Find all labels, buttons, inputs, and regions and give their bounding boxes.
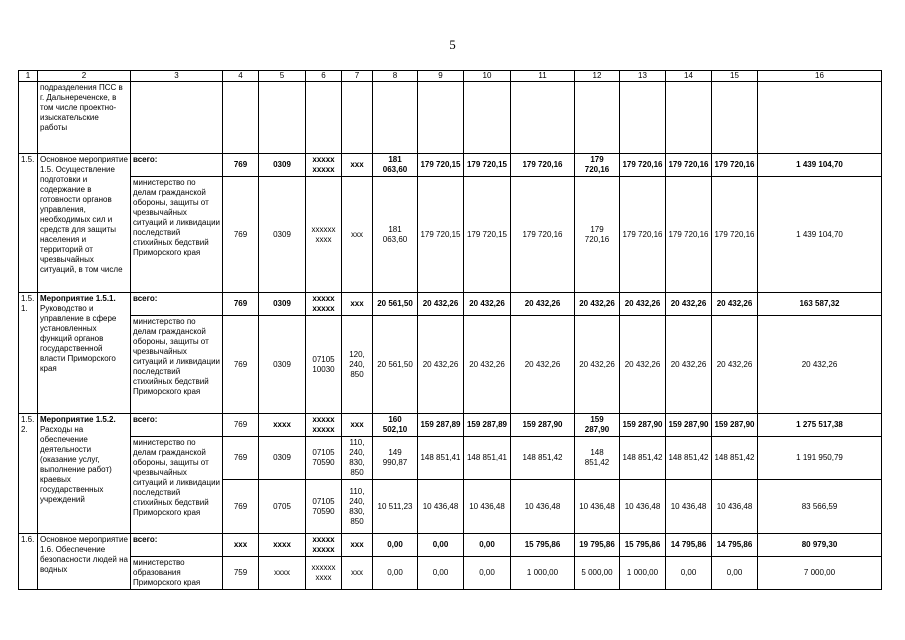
total-label: всего: — [131, 293, 223, 316]
row-number: 1.5. 1. — [19, 293, 38, 414]
header-cell: 11 — [511, 71, 575, 82]
ministry-label: министерство по делам гражданской обороны, защиты от чрезвычайных ситуаций и ликвидации последствий стихийных бедствий Приморского края — [131, 316, 223, 414]
ministry-label: министерство образования Приморского края — [131, 557, 223, 590]
row-name-bold: Мероприятие 1.5.2. — [40, 415, 116, 424]
header-cell: 1 — [19, 71, 38, 82]
header-row — [19, 71, 882, 82]
header-cell: 12 — [575, 71, 620, 82]
row-name: подразделения ПСС в г. Дальнереченске, в том числе проектно-изыскательские работы — [38, 82, 131, 154]
row-number: 1.5. — [19, 154, 38, 293]
header-cell: 6 — [306, 71, 342, 82]
header-cell: 7 — [342, 71, 373, 82]
table-row: 1.5. 2. Мероприятие 1.5.2. Расходы на обеспечение деятельности (оказание услуг, выполнение работ) краевых государственных учреждений всего: 769 хххх ххххх ххххх ххх 160 502,10 159 287,89 159 287,89 159 287,90 159 287,90 159 287,90 159 287,90 159 287,90 1 275 517,38 — [19, 414, 882, 437]
header-cell: 16 — [758, 71, 882, 82]
row-name — [38, 414, 131, 534]
header-cell: 8 — [373, 71, 418, 82]
header-cell: 3 — [131, 71, 223, 82]
table-row: 769 0705 07105 70590 110, 240, 830, 850 10 511,23 10 436,48 10 436,48 10 436,48 10 436,48 10 436,48 10 436,48 10 436,48 83 566,59 — [19, 480, 882, 534]
ministry-label: министерство по делам гражданской обороны, защиты от чрезвычайных ситуаций и ликвидации последствий стихийных бедствий Приморского края — [131, 177, 223, 293]
table-row: министерство по делам гражданской обороны, защиты от чрезвычайных ситуаций и ликвидации последствий стихийных бедствий Приморского края 769 0309 07105 70590 110, 240, 830, 850 149 990,87 148 851,41 148 851,41 148 851,42 148 851,42 148 851,42 148 851,42 148 851,42 1 191 950,79 — [19, 437, 882, 480]
row-name-text: Руководство и управление в сфере установленных функций органов государственной власти Приморского края — [40, 304, 117, 373]
table-row: 1.6. Основное мероприятие 1.6. Обеспечение безопасности людей на водных всего: ххх хххх ххххх ххххх ххх 0,00 0,00 0,00 15 795,86 19 795,86 15 795,86 14 795,86 14 795,86 80 979,30 — [19, 534, 882, 557]
row-name: Основное мероприятие 1.6. Обеспечение безопасности людей на водных — [38, 534, 131, 590]
budget-table — [18, 70, 882, 590]
table-row: министерство по делам гражданской обороны, защиты от чрезвычайных ситуаций и ликвидации последствий стихийных бедствий Приморского края 769 0309 хххххх хххх ххх 181 063,60 179 720,15 179 720,15 179 720,16 179 720,16 179 720,16 179 720,16 179 720,16 1 439 104,70 — [19, 177, 882, 293]
row-name-bold: Мероприятие 1.5.1. — [40, 294, 116, 303]
table-row: 1.5. Основное мероприятие 1.5. Осуществление подготовки и содержание в готовности органов управления, необходимых сил и средств для защиты населения и территорий от чрезвычайных ситуаций, в том числе всего: 769 0309 ххххх ххххх ххх 181 063,60 179 720,15 179 720,15 179 720,16 179 720,16 179 720,16 179 720,16 179 720,16 1 439 104,70 — [19, 154, 882, 177]
page-number: 5 — [449, 37, 456, 52]
table-row — [19, 82, 882, 154]
row-name — [38, 293, 131, 414]
ministry-label: министерство по делам гражданской обороны, защиты от чрезвычайных ситуаций и ликвидации последствий стихийных бедствий Приморского края — [131, 437, 223, 534]
header-cell: 13 — [620, 71, 666, 82]
total-label: всего: — [131, 414, 223, 437]
table-row: министерство образования Приморского края 759 хххх хххххх хххх ххх 0,00 0,00 0,00 1 000,00 5 000,00 1 000,00 0,00 0,00 7 000,00 — [19, 557, 882, 590]
header-cell: 10 — [464, 71, 511, 82]
header-cell: 5 — [259, 71, 306, 82]
row-number: 1.5. 2. — [19, 414, 38, 534]
row-name: Основное мероприятие 1.5. Осуществление подготовки и содержание в готовности органов управления, необходимых сил и средств для защиты населения и территорий от чрезвычайных ситуаций, в том числе — [38, 154, 131, 293]
table-row: 1.5. 1. Мероприятие 1.5.1. Руководство и управление в сфере установленных функций органов государственной власти Приморского края всего: 769 0309 ххххх ххххх ххх 20 561,50 20 432,26 20 432,26 20 432,26 20 432,26 20 432,26 20 432,26 20 432,26 163 587,32 — [19, 293, 882, 316]
row-name-text: Расходы на обеспечение деятельности (оказание услуг, выполнение работ) краевых государственных учреждений — [40, 425, 112, 504]
total-label: всего: — [131, 534, 223, 557]
header-cell: 9 — [418, 71, 464, 82]
table-row: министерство по делам гражданской обороны, защиты от чрезвычайных ситуаций и ликвидации последствий стихийных бедствий Приморского края 769 0309 07105 10030 120, 240, 850 20 561,50 20 432,26 20 432,26 20 432,26 20 432,26 20 432,26 20 432,26 20 432,26 20 432,26 — [19, 316, 882, 414]
row-number: 1.6. — [19, 534, 38, 590]
header-cell: 4 — [223, 71, 259, 82]
header-cell: 15 — [712, 71, 758, 82]
header-cell: 14 — [666, 71, 712, 82]
total-label: всего: — [131, 154, 223, 177]
header-cell: 2 — [38, 71, 131, 82]
